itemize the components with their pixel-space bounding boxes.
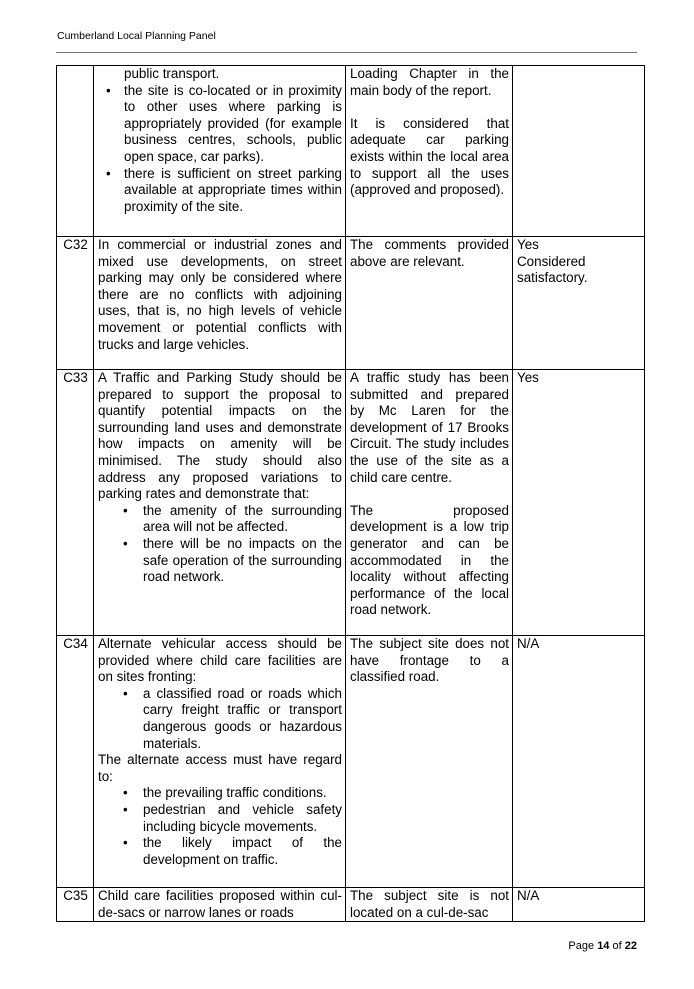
comment-text: The comments provided above are relevant. bbox=[350, 237, 509, 269]
ref-cell: C35 bbox=[57, 888, 94, 922]
control-bullet-list bbox=[98, 83, 342, 216]
page-number: Page 14 of 22 bbox=[568, 940, 637, 952]
compliance-cell: N/A bbox=[513, 888, 645, 922]
control-cell bbox=[94, 636, 346, 888]
comment-cell bbox=[346, 888, 513, 922]
comment-cell bbox=[346, 636, 513, 888]
compliance-cell bbox=[513, 66, 645, 237]
control-cell bbox=[94, 888, 346, 922]
control-text: public transport. bbox=[124, 66, 220, 81]
list-item: • there will be no impacts on the safe operation of the surrounding road network. bbox=[123, 535, 342, 585]
list-item: • pedestrian and vehicle safety including bicycle movements. bbox=[123, 801, 342, 834]
comment-cell bbox=[346, 66, 513, 237]
compliance-note: Considered satisfactory. bbox=[517, 253, 588, 286]
comment-cell bbox=[346, 237, 513, 370]
list-item: • the amenity of the surrounding area will not be affected. bbox=[123, 502, 342, 535]
ref-cell: C33 bbox=[57, 370, 94, 636]
ref-cell: C32 bbox=[57, 237, 94, 370]
header-divider bbox=[56, 52, 637, 53]
compliance-cell bbox=[513, 237, 645, 370]
list-item: • the likely impact of the development on traffic. bbox=[123, 835, 342, 867]
comment-text: A traffic study has been submitted and prepared by Mc Laren for the development of 17 Brooks Circuit. The study includes the use of the site as a child care centre. bbox=[350, 370, 509, 485]
comment-cell bbox=[346, 370, 513, 636]
table-row-c32 bbox=[57, 237, 645, 370]
ref-cell bbox=[57, 66, 94, 237]
table-row-c33 bbox=[57, 370, 645, 636]
controls-table bbox=[56, 65, 645, 922]
control-bullet-list bbox=[98, 503, 342, 586]
control-text: Child care facilities proposed within cul-de-sacs or narrow lanes or roads bbox=[98, 888, 342, 920]
compliance-cell: N/A bbox=[513, 636, 645, 888]
comment-text: Loading Chapter in the main body of the report. bbox=[350, 66, 509, 98]
table-row-c35 bbox=[57, 888, 645, 922]
table-row-c34 bbox=[57, 636, 645, 888]
ref-cell: C34 bbox=[57, 636, 94, 888]
control-bullet-list bbox=[98, 686, 342, 752]
compliance-cell: Yes bbox=[513, 370, 645, 636]
control-cell bbox=[94, 66, 346, 237]
list-item: • the prevailing traffic conditions. bbox=[123, 785, 327, 801]
control-text: Alternate vehicular access should be provided where child care facilities are on sites fronting: bbox=[98, 636, 342, 685]
control-bullet-list bbox=[98, 785, 342, 868]
control-cell bbox=[94, 370, 346, 636]
document-header-title: Cumberland Local Planning Panel bbox=[57, 30, 216, 42]
control-text: The alternate access must have regard to: bbox=[98, 752, 342, 784]
table-row-continued bbox=[57, 66, 645, 237]
list-item: • there is sufficient on street parking available at appropriate times within proximity of the site. bbox=[106, 165, 342, 214]
list-item: • the site is co-located or in proximity to other uses where parking is appropriately provided (for example business centres, schools, public open space, car parks). bbox=[106, 82, 342, 164]
control-text: In commercial or industrial zones and mixed use developments, on street parking may only be considered where there are no conflicts with adjoining uses, that is, no high levels of vehicle movement or potential conflicts with trucks and large vehicles. bbox=[98, 237, 342, 352]
control-text: A Traffic and Parking Study should be prepared to support the proposal to quantify potential impacts on the surrounding land uses and demonstrate how impacts on amenity will be minimised. The study should also address any proposed variations to parking rates and demonstrate that: bbox=[98, 370, 342, 502]
comment-text: The subject site does not have frontage to a classified road. bbox=[350, 636, 509, 685]
compliance-text: Yes bbox=[517, 237, 539, 252]
comment-text: The subject site is not located on a cul-de-sac bbox=[350, 888, 509, 920]
comment-text: It is considered that adequate car parking exists within the local area to support all the uses (approved and proposed). bbox=[350, 115, 509, 198]
comment-text: The proposed development is a low trip generator and can be accommodated in the locality without affecting performance of the local road network. bbox=[350, 502, 509, 618]
control-cell bbox=[94, 237, 346, 370]
list-item: • a classified road or roads which carry freight traffic or transport dangerous goods or hazardous materials. bbox=[123, 685, 342, 751]
